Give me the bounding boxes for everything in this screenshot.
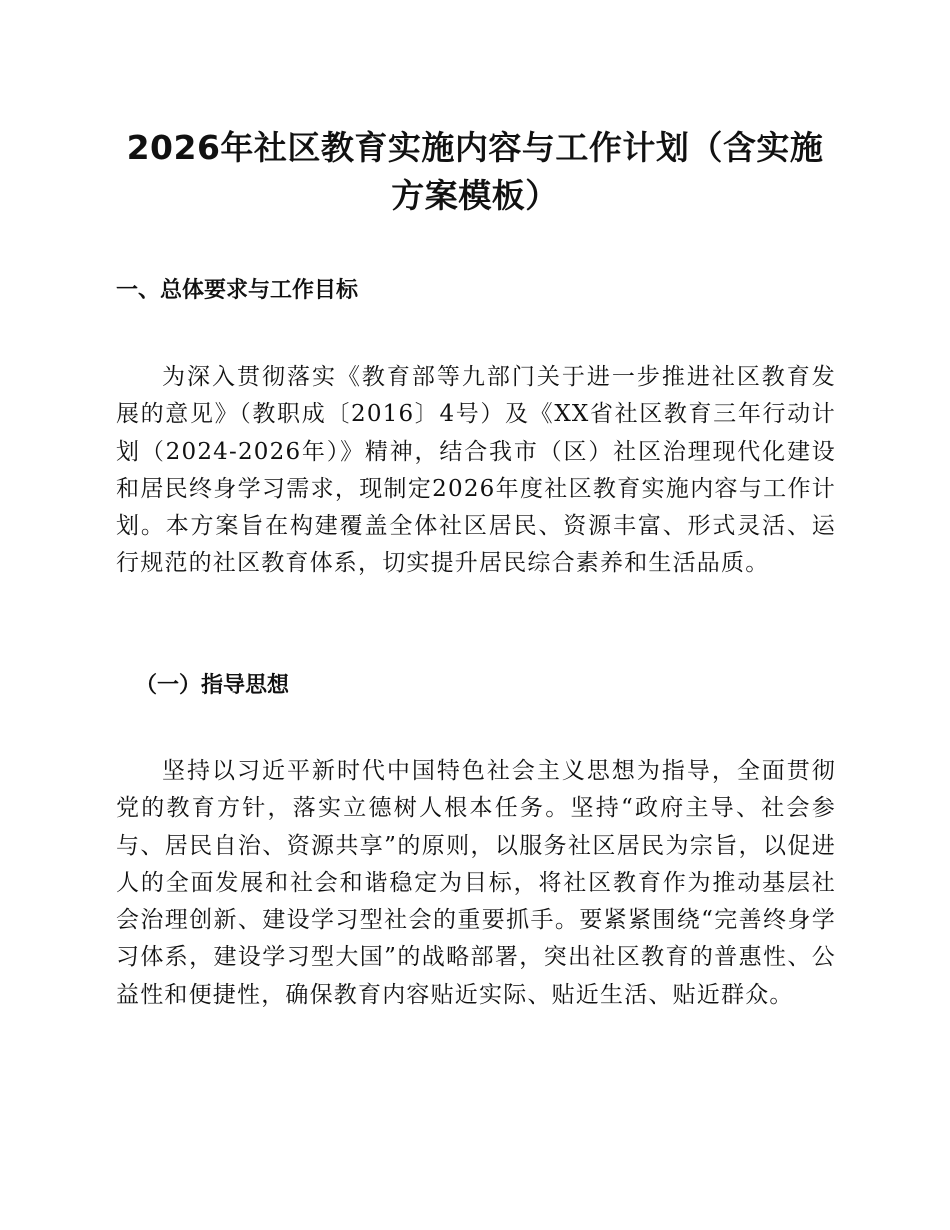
section-heading-general-requirements: 一、总体要求与工作目标 (116, 278, 359, 303)
section-heading-guiding-ideology: （一）指导思想 (135, 673, 290, 698)
paragraph-general-requirements: 为深入贯彻落实《教育部等九部门关于进一步推进社区教育发展的意见》（教职成〔2016〕4号）及《XX省社区教育三年行动计划（2024-2026年）》精神，结合我市（区）社区治理现代化建设和居民终身学习需求，现制定2026年度社区教育实施内容与工作计划。本方案旨在构建覆盖全体社区居民、资源丰富、形式灵活、运行规范的社区教育体系，切实提升居民综合素养和生活品质。 (116, 364, 836, 577)
paragraph-guiding-ideology: 坚持以习近平新时代中国特色社会主义思想为指导，全面贯彻党的教育方针，落实立德树人根本任务。坚持“政府主导、社会参与、居民自治、资源共享”的原则，以服务社区居民为宗旨，以促进人的全面发展和社会和谐稳定为目标，将社区教育作为推动基层社会治理创新、建设学习型社会的重要抓手。要紧紧围绕“完善终身学习体系，建设学习型大国”的战略部署，突出社区教育的普惠性、公益性和便捷性，确保教育内容贴近实际、贴近生活、贴近群众。 (116, 758, 836, 1008)
document-title-line-2: 方案模板） (391, 176, 559, 215)
document-title-line-1: 2026年社区教育实施内容与工作计划（含实施 (126, 128, 824, 167)
document-title (110, 124, 840, 220)
